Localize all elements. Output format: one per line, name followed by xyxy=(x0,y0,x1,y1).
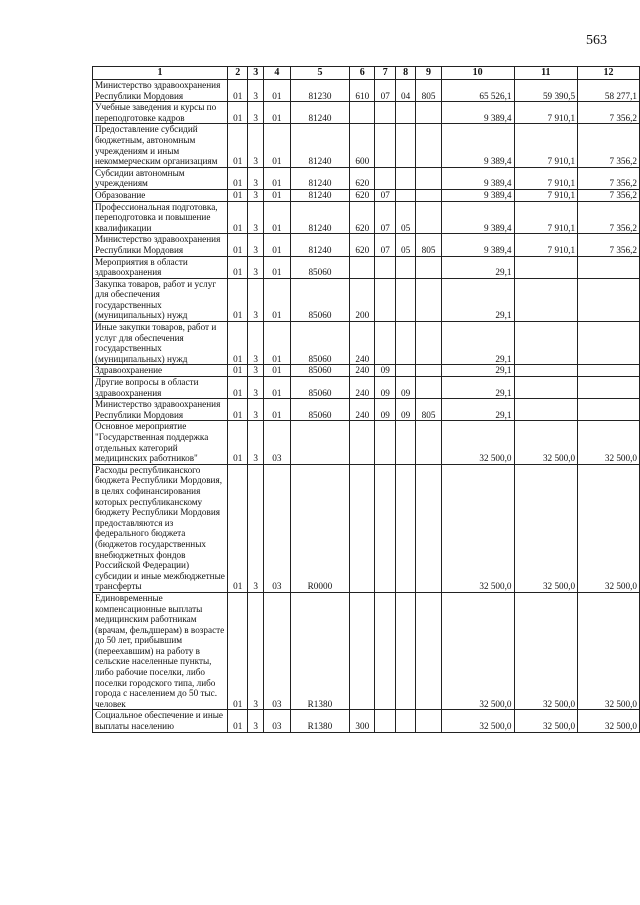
row-code-4: 01 xyxy=(263,189,290,201)
row-code-2: 01 xyxy=(228,201,248,234)
row-amount-10: 9 389,4 xyxy=(441,201,514,234)
row-amount-11 xyxy=(514,278,578,321)
row-code-8 xyxy=(395,365,415,377)
row-code-5: 81240 xyxy=(290,102,349,124)
row-code-3: 3 xyxy=(248,234,264,256)
row-code-3: 3 xyxy=(248,278,264,321)
table-row xyxy=(93,322,640,365)
row-code-3: 3 xyxy=(248,592,264,710)
row-code-9 xyxy=(416,201,441,234)
row-code-2: 01 xyxy=(228,234,248,256)
row-code-2: 01 xyxy=(228,278,248,321)
row-amount-12: 7 356,2 xyxy=(578,167,640,189)
row-code-8: 05 xyxy=(395,234,415,256)
row-amount-10: 29,1 xyxy=(441,256,514,278)
row-code-6: 620 xyxy=(350,201,375,234)
row-code-9 xyxy=(416,592,441,710)
row-amount-11: 7 910,1 xyxy=(514,124,578,167)
row-code-9 xyxy=(416,189,441,201)
row-name-cell: Образование xyxy=(93,189,228,201)
row-code-6: 240 xyxy=(350,399,375,421)
row-amount-12 xyxy=(578,377,640,399)
row-amount-10: 29,1 xyxy=(441,322,514,365)
row-code-2: 01 xyxy=(228,124,248,167)
row-amount-11 xyxy=(514,365,578,377)
row-amount-12: 32 500,0 xyxy=(578,710,640,732)
row-code-3: 3 xyxy=(248,124,264,167)
row-amount-10: 9 389,4 xyxy=(441,234,514,256)
row-amount-11: 7 910,1 xyxy=(514,189,578,201)
row-name-cell: Министерство здравоохранения Республики Мордовия xyxy=(93,234,228,256)
row-code-6: 240 xyxy=(350,322,375,365)
row-code-4: 03 xyxy=(263,464,290,592)
row-code-7 xyxy=(375,256,395,278)
table-row xyxy=(93,201,640,234)
row-code-4: 01 xyxy=(263,234,290,256)
row-code-5: R0000 xyxy=(290,464,349,592)
row-name-cell: Учебные заведения и курсы по переподготовке кадров xyxy=(93,102,228,124)
row-code-2: 01 xyxy=(228,322,248,365)
row-amount-10: 29,1 xyxy=(441,377,514,399)
row-amount-12: 58 277,1 xyxy=(578,80,640,102)
column-header: 12 xyxy=(578,67,640,80)
row-amount-11: 59 390,5 xyxy=(514,80,578,102)
row-code-9 xyxy=(416,365,441,377)
row-name-cell: Министерство здравоохранения Республики Мордовия xyxy=(93,399,228,421)
row-code-5: 81240 xyxy=(290,124,349,167)
row-code-8 xyxy=(395,167,415,189)
row-code-6: 240 xyxy=(350,377,375,399)
row-code-9 xyxy=(416,124,441,167)
row-code-8: 05 xyxy=(395,201,415,234)
row-code-7 xyxy=(375,592,395,710)
row-code-5: R1380 xyxy=(290,592,349,710)
row-amount-10: 9 389,4 xyxy=(441,102,514,124)
row-amount-12: 7 356,2 xyxy=(578,189,640,201)
row-amount-11: 32 500,0 xyxy=(514,464,578,592)
row-code-8: 09 xyxy=(395,399,415,421)
row-amount-12 xyxy=(578,278,640,321)
row-code-3: 3 xyxy=(248,201,264,234)
row-code-7: 07 xyxy=(375,234,395,256)
page-number: 563 xyxy=(586,33,607,48)
row-code-4: 01 xyxy=(263,167,290,189)
row-name-cell: Другие вопросы в области здравоохранения xyxy=(93,377,228,399)
row-code-8: 09 xyxy=(395,377,415,399)
row-name-cell: Основное мероприятие "Государственная поддержка отдельных категорий медицинских работников" xyxy=(93,421,228,464)
table-row xyxy=(93,124,640,167)
column-header: 5 xyxy=(290,67,349,80)
row-code-3: 3 xyxy=(248,167,264,189)
row-code-6: 610 xyxy=(350,80,375,102)
row-code-9 xyxy=(416,256,441,278)
table-row xyxy=(93,592,640,710)
row-code-9 xyxy=(416,167,441,189)
row-name-cell: Министерство здравоохранения Республики Мордовия xyxy=(93,80,228,102)
row-amount-11: 32 500,0 xyxy=(514,710,578,732)
row-code-4: 01 xyxy=(263,256,290,278)
row-code-9 xyxy=(416,278,441,321)
row-code-8 xyxy=(395,278,415,321)
row-code-7 xyxy=(375,102,395,124)
row-code-2: 01 xyxy=(228,365,248,377)
row-name-cell: Иные закупки товаров, работ и услуг для обеспечения государственных (муниципальных) нужд xyxy=(93,322,228,365)
row-amount-11 xyxy=(514,322,578,365)
row-amount-11: 7 910,1 xyxy=(514,201,578,234)
row-amount-12: 7 356,2 xyxy=(578,201,640,234)
row-code-5: 85060 xyxy=(290,256,349,278)
row-code-6 xyxy=(350,102,375,124)
row-name-cell: Профессиональная подготовка, переподготовка и повышение квалификации xyxy=(93,201,228,234)
row-code-9: 805 xyxy=(416,399,441,421)
table-row xyxy=(93,189,640,201)
row-amount-11: 32 500,0 xyxy=(514,421,578,464)
row-code-7 xyxy=(375,710,395,732)
row-amount-12: 7 356,2 xyxy=(578,124,640,167)
column-header: 6 xyxy=(350,67,375,80)
row-code-8 xyxy=(395,710,415,732)
row-amount-11 xyxy=(514,399,578,421)
row-code-4: 01 xyxy=(263,124,290,167)
row-code-4: 01 xyxy=(263,80,290,102)
row-code-9: 805 xyxy=(416,80,441,102)
row-code-4: 01 xyxy=(263,399,290,421)
row-code-4: 01 xyxy=(263,201,290,234)
table-row xyxy=(93,278,640,321)
row-amount-10: 29,1 xyxy=(441,399,514,421)
row-code-8 xyxy=(395,189,415,201)
row-code-4: 01 xyxy=(263,102,290,124)
row-code-6 xyxy=(350,464,375,592)
column-header: 10 xyxy=(441,67,514,80)
row-amount-12 xyxy=(578,399,640,421)
row-code-8 xyxy=(395,592,415,710)
row-code-6 xyxy=(350,421,375,464)
column-header: 3 xyxy=(248,67,264,80)
row-code-5: 81230 xyxy=(290,80,349,102)
row-code-7: 07 xyxy=(375,201,395,234)
table-row xyxy=(93,377,640,399)
row-code-7 xyxy=(375,421,395,464)
row-code-3: 3 xyxy=(248,710,264,732)
table-row xyxy=(93,80,640,102)
row-amount-10: 32 500,0 xyxy=(441,421,514,464)
table-row xyxy=(93,421,640,464)
row-code-3: 3 xyxy=(248,322,264,365)
row-code-8 xyxy=(395,421,415,464)
row-amount-10: 32 500,0 xyxy=(441,464,514,592)
row-amount-10: 9 389,4 xyxy=(441,189,514,201)
table-row xyxy=(93,167,640,189)
row-code-5: 81240 xyxy=(290,234,349,256)
row-code-7 xyxy=(375,278,395,321)
row-code-6: 240 xyxy=(350,365,375,377)
row-code-4: 01 xyxy=(263,322,290,365)
row-code-3: 3 xyxy=(248,464,264,592)
row-code-2: 01 xyxy=(228,80,248,102)
row-code-5: 85060 xyxy=(290,377,349,399)
row-amount-12: 32 500,0 xyxy=(578,421,640,464)
row-code-3: 3 xyxy=(248,80,264,102)
row-code-9 xyxy=(416,421,441,464)
row-code-3: 3 xyxy=(248,421,264,464)
row-code-7: 07 xyxy=(375,189,395,201)
row-code-5 xyxy=(290,421,349,464)
row-code-4: 03 xyxy=(263,710,290,732)
row-name-cell: Социальное обеспечение и иные выплаты населению xyxy=(93,710,228,732)
row-name-cell: Расходы республиканского бюджета Республики Мордовия, в целях софинансирования которых республиканскому бюджету Республики Мордовия предоставляются из федерального бюджета (бюджетов государственных внебюджетных фондов Российской Федерации) субсидии и иные межбюджетные трансферты xyxy=(93,464,228,592)
row-code-6: 300 xyxy=(350,710,375,732)
table-row xyxy=(93,234,640,256)
row-code-7 xyxy=(375,167,395,189)
row-code-2: 01 xyxy=(228,464,248,592)
row-code-9 xyxy=(416,464,441,592)
row-code-5: 85060 xyxy=(290,322,349,365)
row-amount-12 xyxy=(578,256,640,278)
row-code-6: 620 xyxy=(350,234,375,256)
table-row xyxy=(93,365,640,377)
row-code-9 xyxy=(416,710,441,732)
row-code-6: 620 xyxy=(350,167,375,189)
row-code-7 xyxy=(375,124,395,167)
row-code-4: 01 xyxy=(263,377,290,399)
row-code-5: 81240 xyxy=(290,189,349,201)
row-code-6 xyxy=(350,256,375,278)
row-amount-12 xyxy=(578,322,640,365)
row-code-3: 3 xyxy=(248,365,264,377)
table-header-row xyxy=(93,67,640,80)
row-code-8 xyxy=(395,256,415,278)
row-code-2: 01 xyxy=(228,189,248,201)
row-name-cell: Предоставление субсидий бюджетным, автономным учреждениям и иным некоммерческим организациям xyxy=(93,124,228,167)
row-name-cell: Субсидии автономным учреждениям xyxy=(93,167,228,189)
row-code-4: 01 xyxy=(263,278,290,321)
row-code-7 xyxy=(375,322,395,365)
row-amount-10: 9 389,4 xyxy=(441,124,514,167)
column-header: 8 xyxy=(395,67,415,80)
row-code-9 xyxy=(416,102,441,124)
table-row xyxy=(93,464,640,592)
row-code-5: 85060 xyxy=(290,399,349,421)
row-amount-12: 7 356,2 xyxy=(578,102,640,124)
row-code-5: 85060 xyxy=(290,278,349,321)
row-code-5: 81240 xyxy=(290,167,349,189)
row-name-cell: Единовременные компенсационные выплаты медицинским работникам (врачам, фельдшерам) в возрасте до 50 лет, прибывшим (переехавшим) на работу в сельские населенные пункты, либо рабочие поселки, либо поселки городского типа, либо города с населением до 50 тыс. человек xyxy=(93,592,228,710)
row-code-7 xyxy=(375,464,395,592)
row-code-9 xyxy=(416,377,441,399)
row-amount-10: 32 500,0 xyxy=(441,710,514,732)
row-amount-11 xyxy=(514,377,578,399)
row-code-2: 01 xyxy=(228,167,248,189)
row-code-2: 01 xyxy=(228,256,248,278)
row-code-8 xyxy=(395,124,415,167)
row-code-5: 85060 xyxy=(290,365,349,377)
row-code-3: 3 xyxy=(248,256,264,278)
table-row xyxy=(93,102,640,124)
row-code-7: 09 xyxy=(375,399,395,421)
row-code-5: 81240 xyxy=(290,201,349,234)
row-code-2: 01 xyxy=(228,421,248,464)
row-code-5: R1380 xyxy=(290,710,349,732)
row-code-2: 01 xyxy=(228,399,248,421)
row-code-4: 03 xyxy=(263,592,290,710)
table-row xyxy=(93,399,640,421)
row-name-cell: Здравоохранение xyxy=(93,365,228,377)
table-row xyxy=(93,256,640,278)
row-amount-12: 32 500,0 xyxy=(578,592,640,710)
row-amount-10: 29,1 xyxy=(441,365,514,377)
row-code-3: 3 xyxy=(248,189,264,201)
row-code-6: 600 xyxy=(350,124,375,167)
row-amount-10: 9 389,4 xyxy=(441,167,514,189)
budget-table xyxy=(92,66,640,733)
row-code-8 xyxy=(395,102,415,124)
row-name-cell: Мероприятия в области здравоохранения xyxy=(93,256,228,278)
row-amount-10: 29,1 xyxy=(441,278,514,321)
table-body xyxy=(93,80,640,733)
row-amount-12 xyxy=(578,365,640,377)
row-code-6 xyxy=(350,592,375,710)
row-amount-10: 32 500,0 xyxy=(441,592,514,710)
row-amount-12: 32 500,0 xyxy=(578,464,640,592)
row-amount-11: 32 500,0 xyxy=(514,592,578,710)
row-amount-11: 7 910,1 xyxy=(514,102,578,124)
row-code-3: 3 xyxy=(248,377,264,399)
table-row xyxy=(93,710,640,732)
row-code-4: 01 xyxy=(263,365,290,377)
row-amount-11: 7 910,1 xyxy=(514,234,578,256)
row-amount-11 xyxy=(514,256,578,278)
row-code-7: 09 xyxy=(375,365,395,377)
row-code-3: 3 xyxy=(248,102,264,124)
row-code-3: 3 xyxy=(248,399,264,421)
row-code-8: 04 xyxy=(395,80,415,102)
row-code-4: 03 xyxy=(263,421,290,464)
column-header: 4 xyxy=(263,67,290,80)
row-code-9 xyxy=(416,322,441,365)
row-code-8 xyxy=(395,322,415,365)
row-code-6: 200 xyxy=(350,278,375,321)
row-code-7: 09 xyxy=(375,377,395,399)
row-code-2: 01 xyxy=(228,592,248,710)
row-code-6: 620 xyxy=(350,189,375,201)
row-code-2: 01 xyxy=(228,102,248,124)
row-code-9: 805 xyxy=(416,234,441,256)
row-amount-12: 7 356,2 xyxy=(578,234,640,256)
column-header: 9 xyxy=(416,67,441,80)
row-name-cell: Закупка товаров, работ и услуг для обеспечения государственных (муниципальных) нужд xyxy=(93,278,228,321)
row-amount-11: 7 910,1 xyxy=(514,167,578,189)
column-header: 7 xyxy=(375,67,395,80)
column-header: 1 xyxy=(93,67,228,80)
row-code-2: 01 xyxy=(228,710,248,732)
row-code-2: 01 xyxy=(228,377,248,399)
row-code-8 xyxy=(395,464,415,592)
row-code-7: 07 xyxy=(375,80,395,102)
column-header: 2 xyxy=(228,67,248,80)
row-amount-10: 65 526,1 xyxy=(441,80,514,102)
column-header: 11 xyxy=(514,67,578,80)
